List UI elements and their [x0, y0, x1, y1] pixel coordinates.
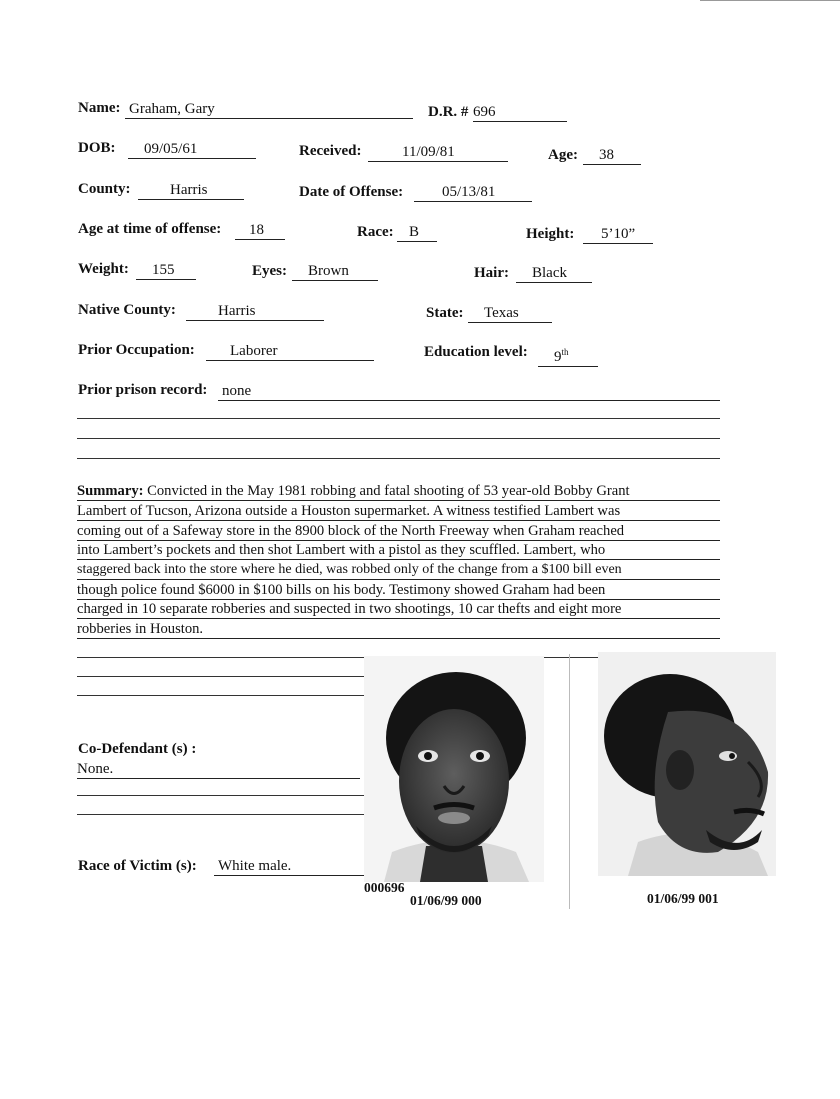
front-photo-id: 000696 — [364, 880, 405, 895]
blank-line — [77, 438, 720, 439]
profile-mugshot — [598, 652, 776, 876]
profile-face-illustration — [598, 652, 776, 876]
hair-label: Hair: — [474, 265, 509, 281]
blank-line — [77, 418, 720, 419]
race-label: Race: — [357, 224, 394, 240]
summary-line: Lambert of Tucson, Arizona outside a Houston supermarket. A witness testified Lambert was — [77, 502, 720, 521]
age-value: 38 — [583, 147, 641, 165]
blank-line — [77, 795, 364, 796]
native-county-label: Native County: — [78, 302, 176, 318]
front-mugshot — [364, 656, 544, 882]
summary-line: though police found $6000 in $100 bills on his body. Testimony showed Graham had been — [77, 581, 720, 600]
summary-line: staggered back into the store where he died, was robbed only of the change from a $100 bill even — [77, 561, 720, 580]
age-offense-label: Age at time of offense: — [78, 221, 222, 237]
summary-line: into Lambert’s pockets and then shot Lambert with a pistol as they scuffled. Lambert, who — [77, 541, 720, 560]
height-value: 5’10” — [583, 226, 653, 244]
native-county-value: Harris — [186, 303, 324, 321]
summary-line: charged in 10 separate robberies and suspected in two shootings, 10 car thefts and eight more — [77, 600, 720, 619]
scan-edge-line — [700, 0, 840, 1]
summary-line: robberies in Houston. — [77, 620, 720, 639]
date-offense-value: 05/13/81 — [414, 184, 532, 202]
blank-line — [77, 814, 364, 815]
education-label: Education level: — [424, 344, 528, 360]
blank-line — [77, 676, 364, 677]
state-value: Texas — [468, 305, 552, 323]
blank-line — [77, 695, 364, 696]
summary-line: coming out of a Safeway store in the 8900 block of the North Freeway when Graham reached — [77, 522, 720, 541]
dr-label: D.R. # — [428, 104, 469, 120]
victim-race-label: Race of Victim (s): — [78, 858, 197, 874]
occupation-value: Laborer — [206, 343, 374, 361]
date-offense-label: Date of Offense: — [299, 184, 404, 200]
state-label: State: — [426, 305, 464, 321]
eyes-label: Eyes: — [252, 263, 287, 279]
received-label: Received: — [299, 143, 362, 159]
front-face-illustration — [364, 656, 544, 882]
dob-value: 09/05/61 — [128, 141, 256, 159]
codefendant-label: Co-Defendant (s) : — [78, 741, 197, 757]
summary-first-line — [77, 482, 720, 501]
front-photo-caption: 01/06/99 000 — [410, 893, 482, 908]
county-label: County: — [78, 181, 131, 197]
age-label: Age: — [548, 147, 578, 163]
codefendant-value: None. — [77, 761, 360, 779]
height-label: Height: — [526, 226, 575, 242]
name-value: Graham, Gary — [125, 101, 413, 119]
summary-text: Convicted in the May 1981 robbing and fatal shooting of 53 year-old Bobby Grant — [147, 483, 630, 499]
weight-label: Weight: — [78, 261, 129, 277]
eyes-value: Brown — [292, 263, 378, 281]
summary-label: Summary: — [77, 483, 144, 499]
hair-value: Black — [516, 265, 592, 283]
race-value: B — [397, 224, 437, 242]
prior-record-value: none — [218, 383, 720, 401]
county-value: Harris — [138, 182, 244, 200]
education-value: 9th — [538, 344, 598, 367]
age-offense-value: 18 — [235, 222, 285, 240]
blank-line — [77, 458, 720, 459]
dob-label: DOB: — [78, 140, 116, 156]
photo-divider — [569, 654, 570, 909]
profile-photo-caption: 01/06/99 001 — [647, 891, 719, 906]
name-label: Name: — [78, 100, 121, 116]
victim-race-value: White male. — [214, 858, 366, 876]
prior-record-label: Prior prison record: — [78, 382, 208, 398]
weight-value: 155 — [136, 262, 196, 280]
occupation-label: Prior Occupation: — [78, 342, 195, 358]
dr-value: 696 — [473, 104, 567, 122]
received-value: 11/09/81 — [368, 144, 508, 162]
